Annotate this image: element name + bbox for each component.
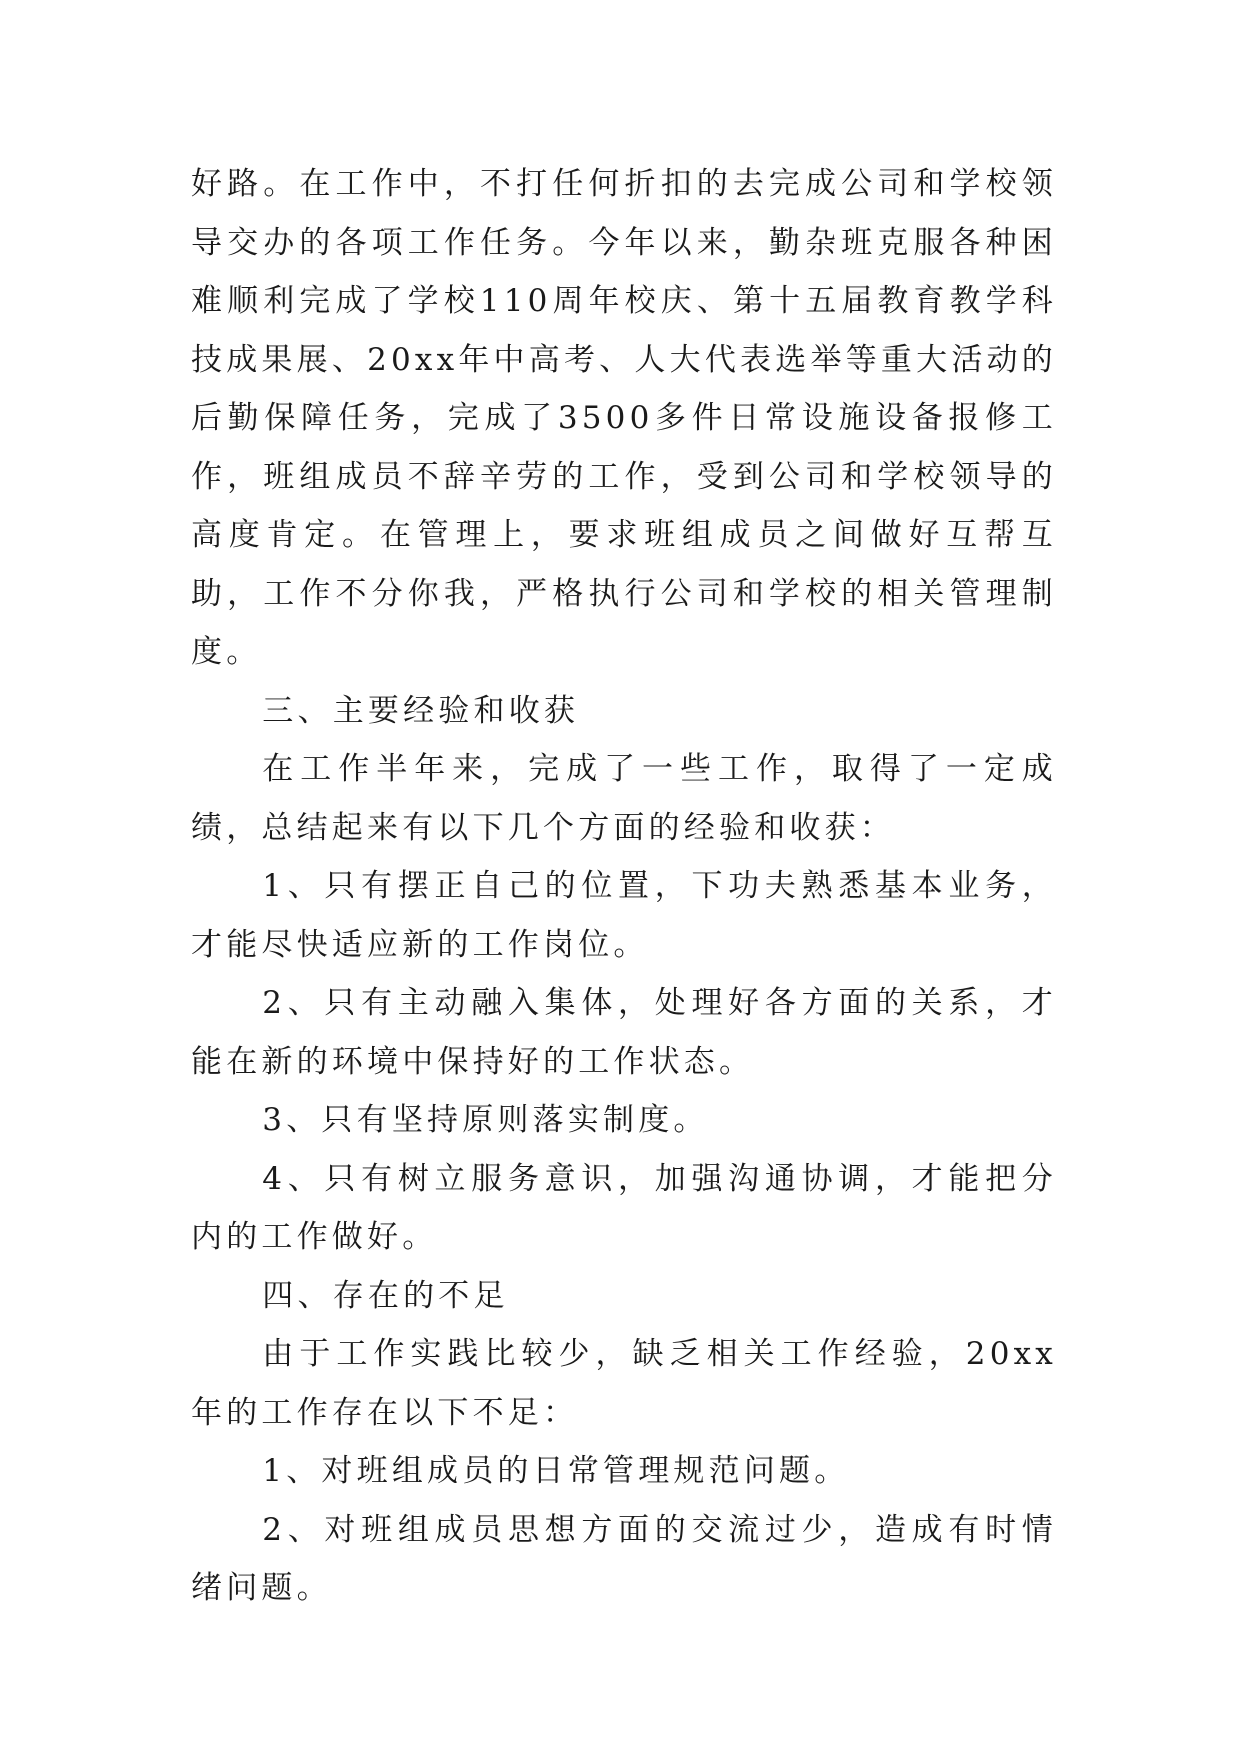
section-heading-experience: 三、主要经验和收获 [262, 692, 580, 729]
list-item-shortcoming-2: 2、对班组成员思想方面的交流过少，造成有时情绪问题。 [191, 1511, 1057, 1606]
list-item-experience-1: 1、只有摆正自己的位置，下功夫熟悉基本业务，才能尽快适应新的工作岗位。 [191, 868, 1057, 963]
list-item-experience-3: 3、只有坚持原则落实制度。 [262, 1102, 709, 1138]
paragraph-experience-intro: 在工作半年来，完成了一些工作，取得了一定成绩，总结起来有以下几个方面的经验和收获： [191, 751, 1057, 846]
list-item-experience-2: 2、只有主动融入集体，处理好各方面的关系，才能在新的环境中保持好的工作状态。 [191, 985, 1057, 1080]
paragraph-continuation: 好路。在工作中，不打任何折扣的去完成公司和学校领导交办的各项工作任务。今年以来，勤杂班克服各种困难顺利完成了学校110周年校庆、第十五届教育教学科技成果展、20xx年中高考、人大代表选举等重大活动的后勤保障任务，完成了3500多件日常设施设备报修工作，班组成员不辞辛劳的工作，受到公司和学校领导的高度肯定。在管理上，要求班组成员之间做好互帮互助，工作不分你我，严格执行公司和学校的相关管理制度。 [191, 166, 1057, 670]
document-body [191, 155, 1057, 1618]
list-item-experience-4: 4、只有树立服务意识，加强沟通协调，才能把分内的工作做好。 [191, 1160, 1057, 1255]
section-heading-shortcomings: 四、存在的不足 [262, 1277, 509, 1314]
list-item-shortcoming-1: 1、对班组成员的日常管理规范问题。 [262, 1453, 850, 1489]
paragraph-shortcomings-intro: 由于工作实践比较少，缺乏相关工作经验，20xx年的工作存在以下不足： [191, 1336, 1057, 1431]
